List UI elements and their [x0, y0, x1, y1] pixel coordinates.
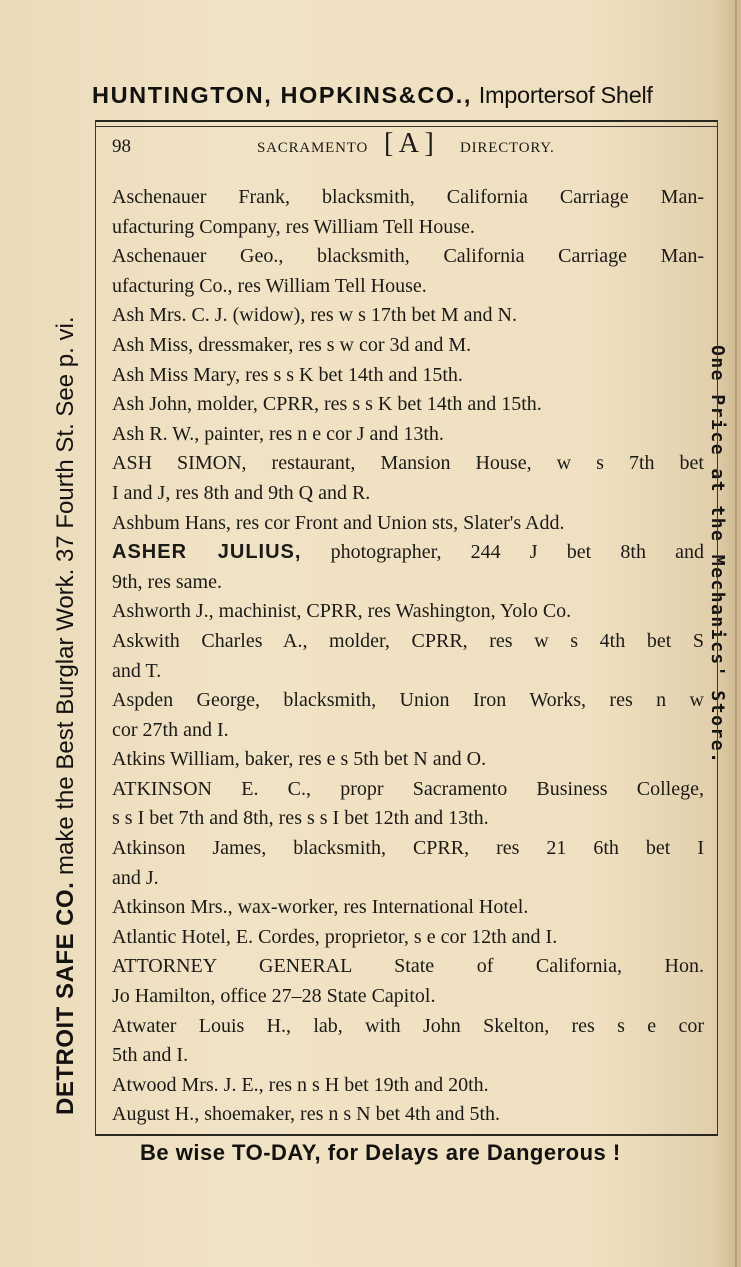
entry-line: Atwater Louis H., lab, with John Skelton, res s e cor — [112, 1014, 704, 1037]
entry-text: photographer, 244 J bet 8th and — [301, 541, 705, 564]
entry-continuation: 5th and I. — [112, 1044, 189, 1067]
directory-entry — [112, 331, 704, 361]
entry-continuation: I and J, res 8th and 9th Q and R. — [112, 481, 371, 504]
entry-bold-name: ASHER JULIUS, — [112, 541, 302, 564]
running-head-city: SACRAMENTO — [257, 140, 369, 156]
directory-entry — [112, 834, 704, 893]
entry-line: Atkins William, baker, res e s 5th bet N and O. — [112, 748, 487, 771]
entry-line: Atlantic Hotel, E. Cordes, proprietor, s e cor 12th and I. — [112, 925, 558, 948]
directory-entry — [112, 242, 704, 301]
entry-line: Atkinson James, blacksmith, CPRR, res 21 6th bet I — [112, 837, 704, 860]
directory-entry — [112, 1100, 704, 1130]
entry-line: ASH SIMON, restaurant, Mansion House, w s 7th bet — [112, 452, 704, 475]
directory-entry — [112, 509, 704, 539]
entry-continuation: and J. — [112, 866, 159, 889]
directory-entry — [112, 686, 704, 745]
entry-line: Ash John, molder, CPRR, res s s K bet 14th and 15th. — [112, 393, 542, 416]
top-banner-tagline: Importersof Shelf — [478, 82, 653, 108]
directory-entry — [112, 183, 704, 242]
left-advertisement-banner — [52, 145, 80, 1115]
footer-advertisement: Be wise TO-DAY, for Delays are Dangerous ! — [140, 1140, 621, 1165]
entry-line: Atkinson Mrs., wax-worker, res International Hotel. — [112, 896, 529, 919]
entry-line: Ash R. W., painter, res n e cor J and 13th. — [112, 422, 444, 445]
page-edge — [735, 0, 737, 1267]
entry-line: Ash Miss, dressmaker, res s w cor 3d and M. — [112, 333, 472, 356]
entry-line: August H., shoemaker, res n s N bet 4th and 5th. — [112, 1103, 501, 1126]
entry-line: ATTORNEY GENERAL State of California, Hon. — [112, 955, 704, 978]
page-number: 98 — [112, 136, 131, 157]
entry-line: Ash Mrs. C. J. (widow), res w s 17th bet M and N. — [112, 304, 517, 327]
entry-line: Ash Miss Mary, res s s K bet 14th and 15th. — [112, 363, 463, 386]
entry-continuation: cor 27th and I. — [112, 718, 229, 741]
directory-entry — [112, 1071, 704, 1101]
directory-entry — [112, 627, 704, 686]
left-banner-company: DETROIT SAFE CO. — [52, 881, 79, 1115]
directory-entry — [112, 301, 704, 331]
directory-entry — [112, 923, 704, 953]
directory-entry — [112, 361, 704, 391]
top-advertisement-banner — [92, 82, 722, 109]
directory-entry-list — [112, 183, 704, 1130]
entry-continuation: ufacturing Co., res William Tell House. — [112, 274, 427, 297]
entry-line: Ashbum Hans, res cor Front and Union sts, Slater's Add. — [112, 511, 565, 534]
directory-entry — [112, 775, 704, 834]
left-banner-tagline: make the Best Burglar Work. 37 Fourth St. See p. vi. — [52, 316, 79, 875]
directory-entry — [112, 420, 704, 450]
directory-entry — [112, 449, 704, 508]
entry-line: ATKINSON E. C., propr Sacramento Business College, — [112, 777, 704, 800]
entry-line: Atwood Mrs. J. E., res n s H bet 19th and 20th. — [112, 1073, 489, 1096]
directory-entry — [112, 597, 704, 627]
entry-line: Aschenauer Geo., blacksmith, California Carriage Man- — [112, 245, 704, 268]
top-banner-company: HUNTINGTON, HOPKINS&CO., — [92, 82, 473, 108]
entry-continuation: and T. — [112, 659, 162, 682]
directory-entry — [112, 952, 704, 1011]
entry-continuation: s s I bet 7th and 8th, res s s I bet 12th and 13th. — [112, 807, 489, 830]
entry-line: Askwith Charles A., molder, CPRR, res w s 4th bet S — [112, 629, 704, 652]
entry-continuation: ufacturing Company, res William Tell House. — [112, 215, 475, 238]
running-head-letter: [ A ] — [384, 128, 434, 159]
directory-entry — [112, 390, 704, 420]
running-head — [112, 128, 712, 168]
entry-line — [112, 538, 705, 568]
running-head-title: DIRECTORY. — [460, 140, 555, 156]
directory-entry — [112, 538, 704, 597]
entry-line: Aspden George, blacksmith, Union Iron Works, res n w — [112, 689, 704, 712]
right-advertisement-banner: One Price at the Mechanics' Store. — [707, 345, 728, 765]
directory-entry — [112, 893, 704, 923]
entry-line: Ashworth J., machinist, CPRR, res Washington, Yolo Co. — [112, 600, 572, 623]
entry-continuation: Jo Hamilton, office 27–28 State Capitol. — [112, 985, 436, 1008]
entry-continuation: 9th, res same. — [112, 570, 222, 593]
directory-entry — [112, 1012, 704, 1071]
directory-entry — [112, 745, 704, 775]
entry-line: Aschenauer Frank, blacksmith, California Carriage Man- — [112, 186, 704, 208]
